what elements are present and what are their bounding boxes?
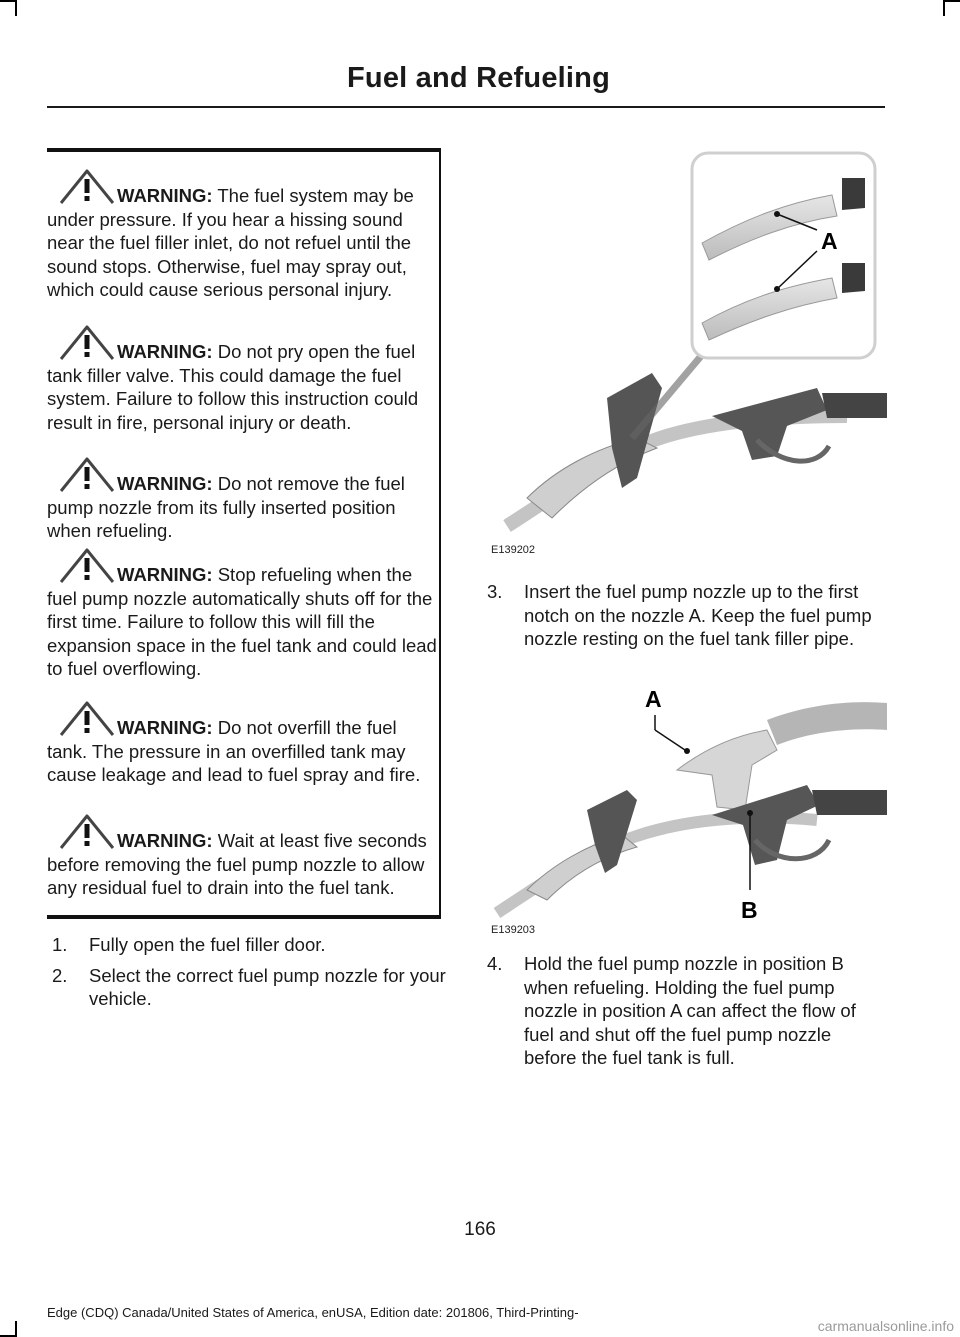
warning-text: Do not remove the fuel pump nozzle from its fully inserted position when refueling. (47, 473, 405, 542)
crop-mark (15, 0, 17, 16)
crop-mark (15, 1321, 17, 1337)
warning-block (47, 184, 437, 302)
warning-block (47, 716, 437, 787)
step-number: 4. (487, 953, 503, 974)
callout-b: B (741, 897, 758, 920)
warning-icon (60, 324, 114, 360)
warning-label: WARNING: (117, 341, 213, 362)
warning-icon (60, 168, 114, 204)
steps-list-right-2 (487, 952, 887, 1077)
step-number: 2. (52, 964, 68, 986)
warning-label: WARNING: (117, 830, 213, 851)
step-text: Select the correct fuel pump nozzle for your vehicle. (89, 964, 446, 1010)
figure-nozzle-positions (487, 675, 887, 920)
page-title: Fuel and Refueling (347, 62, 610, 94)
warning-block (47, 563, 437, 681)
figure-id: E139202 (491, 544, 536, 556)
crop-mark (944, 0, 960, 2)
crop-mark (943, 0, 945, 16)
step-text: Hold the fuel pump nozzle in position B when refueling. Holding the fuel pump nozzle in position A can affect the flow of fuel and shut off the fuel pump nozzle before the fuel tank is full. (524, 953, 856, 1069)
warning-label: WARNING: (117, 717, 213, 738)
warning-text: Wait at least five seconds before removing the fuel pump nozzle to allow any residual fuel to drain into the fuel tank. (47, 830, 427, 899)
watermark: carmanualsonline.info (817, 1318, 954, 1334)
page-number: 166 (464, 1219, 496, 1240)
figure-id: E139203 (491, 924, 536, 936)
callout-a: A (821, 228, 838, 254)
steps-list-left (52, 933, 452, 1018)
warning-label: WARNING: (117, 564, 213, 585)
warning-label: WARNING: (117, 473, 213, 494)
warning-block (47, 340, 437, 434)
list-item (487, 952, 887, 1070)
warning-icon (60, 547, 114, 583)
footer-text: Edge (CDQ) Canada/United States of America, enUSA, Edition date: 201806, Third-Printing- (47, 1305, 579, 1320)
list-item (487, 580, 887, 651)
warning-text: Do not pry open the fuel tank filler valve. This could damage the fuel system. Failure to follow this instruction could result in fire, personal injury or death. (47, 341, 419, 433)
warning-text: Stop refueling when the fuel pump nozzle automatically shuts off for the first time. Failure to follow this will fill the expansion space in the fuel tank and could lead to fuel overflowing. (47, 564, 437, 680)
crop-mark (0, 0, 16, 2)
header-rule (47, 106, 885, 108)
warning-block (47, 829, 437, 900)
warnings-box (47, 148, 441, 919)
list-item (52, 933, 452, 957)
step-text: Insert the fuel pump nozzle up to the first notch on the nozzle A. Keep the fuel pump nozzle resting on the fuel tank filler pipe. (524, 581, 872, 650)
warning-block (47, 472, 437, 543)
steps-list-right (487, 580, 887, 658)
warning-icon (60, 700, 114, 736)
step-number: 3. (487, 581, 503, 602)
callout-a: A (645, 686, 662, 712)
warning-icon (60, 813, 114, 849)
warning-label: WARNING: (117, 185, 213, 206)
warning-icon (60, 456, 114, 492)
figure-nozzle-notch (487, 148, 887, 543)
list-item (52, 964, 452, 1011)
warning-text: The fuel system may be under pressure. If you hear a hissing sound near the fuel filler inlet, do not refuel until the sound stops. Otherwise, fuel may spray out, which could cause serious personal injury. (47, 185, 414, 301)
warning-text: Do not overfill the fuel tank. The pressure in an overfilled tank may cause leakage and lead to fuel spray and fire. (47, 717, 421, 786)
step-text: Fully open the fuel filler door. (89, 934, 326, 955)
step-number: 1. (52, 934, 68, 955)
